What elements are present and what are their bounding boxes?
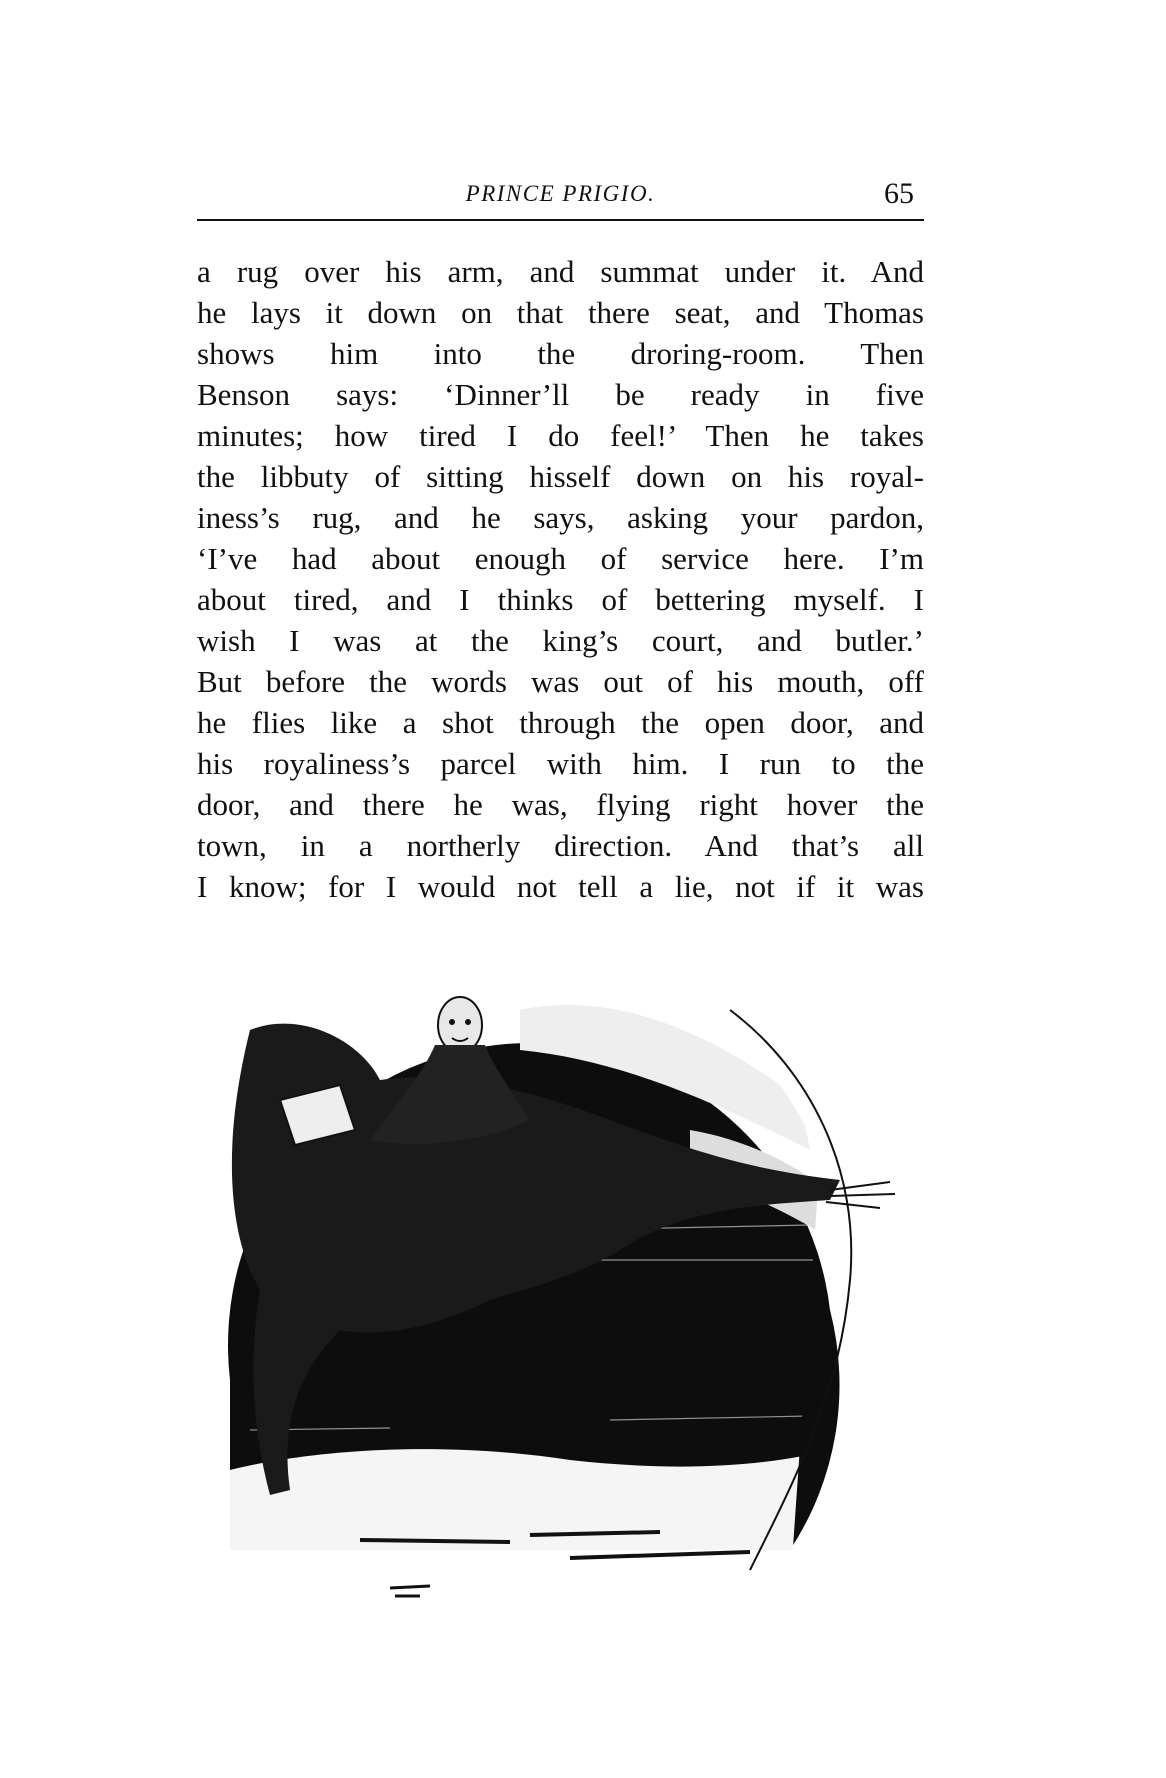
text-line: he lays it down on that there seat, and Thomas xyxy=(197,295,924,330)
page-number: 65 xyxy=(884,177,914,210)
text-line: But before the words was out of his mouth, off xyxy=(197,664,924,699)
text-line: wish I was at the king’s court, and butler.’ xyxy=(197,623,924,658)
text-line: about tired, and I thinks of bettering myself. I xyxy=(197,582,924,617)
text-line: door, and there he was, flying right hover the xyxy=(197,787,924,822)
text-line: his royaliness’s parcel with him. I run to the xyxy=(197,746,924,781)
text-line: he flies like a shot through the open door, and xyxy=(197,705,924,740)
running-head xyxy=(197,177,924,221)
running-title: PRINCE PRIGIO. xyxy=(465,181,656,206)
text-line: Benson says: ‘Dinner’ll be ready in five xyxy=(197,377,924,412)
text-line: the libbuty of sitting hisself down on his royal- xyxy=(197,459,924,494)
body-text xyxy=(197,251,924,907)
text-line: ‘I’ve had about enough of service here. I’m xyxy=(197,541,924,576)
text-line: I know; for I would not tell a lie, not if it was xyxy=(197,869,924,904)
text-line: minutes; how tired I do feel!’ Then he takes xyxy=(197,418,924,453)
illustration xyxy=(190,950,950,1600)
flying-rug-engraving xyxy=(190,950,950,1600)
text-line: town, in a northerly direction. And that’s all xyxy=(197,828,924,863)
header-rule xyxy=(197,219,924,221)
text-line: a rug over his arm, and summat under it. And xyxy=(197,254,924,289)
text-line: shows him into the droring-room. Then xyxy=(197,336,924,371)
text-line: iness’s rug, and he says, asking your pardon, xyxy=(197,500,924,535)
